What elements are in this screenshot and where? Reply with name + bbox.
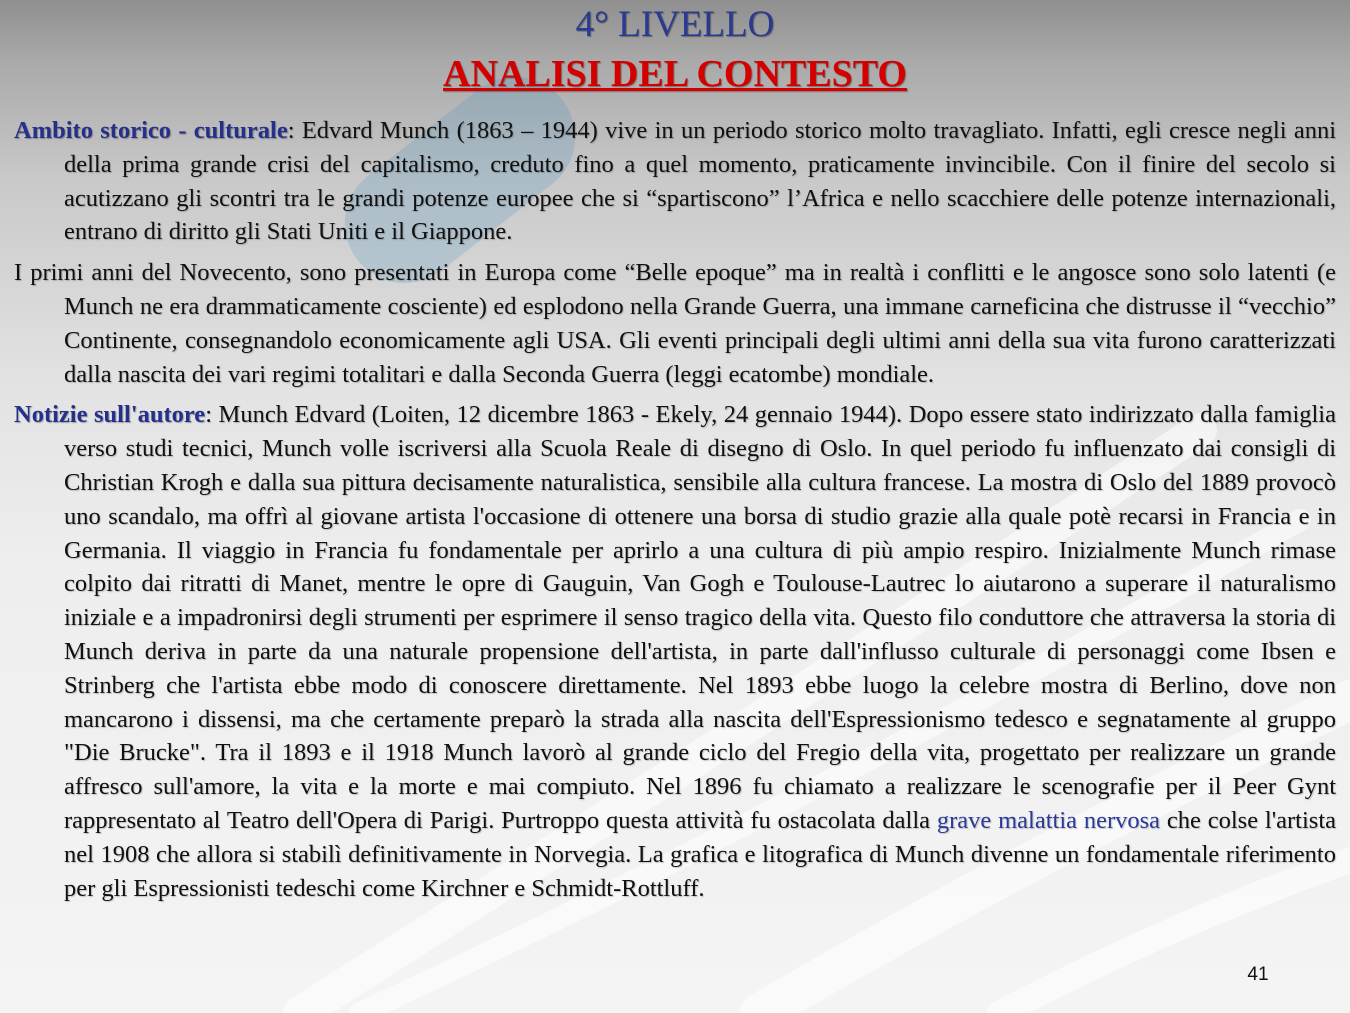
page-number: 41: [1247, 964, 1269, 985]
paragraph-novecento: [14, 256, 1336, 391]
paragraph-label-ambito: Ambito storico - culturale: [14, 117, 288, 144]
slide-title: 4° LIVELLO: [575, 4, 775, 45]
paragraph-notizie-autore: [14, 398, 1336, 905]
slide-subtitle: ANALISI DEL CONTESTO: [443, 53, 907, 95]
paragraph-text-novecento: I primi anni del Novecento, sono presentati in Europa come “Belle epoque” ma in realtà i conflitti e le angosce sono solo latenti (e Munch ne era drammaticamente cosciente) ed esplodono nella Grande Guerra, una immane carneficina che distrusse il “vecchio” Continente, consegnandolo economicamente agli USA. Gli eventi principali degli ultimi anni della sua vita furono caratterizzati dalla nascita dei vari regimi totalitari e dalla Seconda Guerra (leggi ecatombe) mondiale.: [14, 259, 1336, 388]
paragraph-text-notizie-start: : Munch Edvard (Loiten, 12 dicembre 1863 - Ekely, 24 gennaio 1944). Dopo essere stato indirizzato dalla famiglia verso studi tecnici, Munch volle iscriversi alla Scuola Reale di disegno di Oslo. In quel periodo fu influenzato dai consigli di Christian Krogh e dalla sua pittura decisamente naturalistica, sensibile alla cultura francese. La mostra di Oslo del 1889 provocò uno scandalo, ma offrì al giovane artista l'occasione di ottenere una borsa di studio grazie alla quale potè recarsi in Francia e in Germania. Il viaggio in Francia fu fondamentale per aprirlo a una cultura di più ampio respiro. Inizialmente Munch rimase colpito dai ritratti di Manet, mentre le opre di Gauguin, Van Gogh e Toulouse-Lautrec lo aiutarono a superare il naturalismo iniziale e a impadronirsi degli strumenti per esprimere il senso tragico della vita. Questo filo conduttore che attraversa la storia di Munch deriva in parte da una naturale propensione dell'artista, in parte dall'influsso culturale di personaggi come Ibsen e Strinberg che l'artista ebbe modo di conoscere direttamente. Nel 1893 ebbe luogo la celebre mostra di Berlino, dove non mancarono i dissensi, ma che certamente preparò la strada alla nascita dell'Espressionismo tedesco e segnatamente al gruppo "Die Brucke". Tra il 1893 e il 1918 Munch lavorò al grande ciclo del Fregio della vita, progettato per realizzare un grande affresco sull'amore, la vita e la morte e mai compiuto. Nel 1896 fu chiamato a realizzare le scenografie per il Peer Gynt rappresentato al Teatro dell'Opera di Parigi. Purtroppo questa attività fu ostacolata dalla: [64, 401, 1336, 834]
slide-content: [14, 114, 1336, 912]
paragraph-ambito-storico: [14, 114, 1336, 249]
paragraph-label-notizie: Notizie sull'autore: [14, 401, 206, 429]
paragraph-text-ambito: : Edvard Munch (1863 – 1944) vive in un periodo storico molto travagliato. Infatti, egli cresce negli anni della prima grande crisi del capitalismo, creduto fino a quel momento, praticamente invincibile. Con il finire del secolo si acutizzano gli scontri tra le grandi potenze europee che si “spartiscono” l’Africa e nello scacchiere delle potenze internazionali, entrano di diritto gli Stati Uniti e il Giappone.: [64, 117, 1336, 246]
grave-malattia-link[interactable]: grave malattia nervosa: [936, 806, 1161, 834]
paragraph-text-notizie-end: che colse l'artista nel 1908 che allora si stabilì definitivamente in Norvegia. La grafica e litografica di Munch divenne un fondamentale riferimento per gli Espressionisti tedeschi come Kirchner e Schmidt-Rottluff.: [64, 806, 1336, 902]
